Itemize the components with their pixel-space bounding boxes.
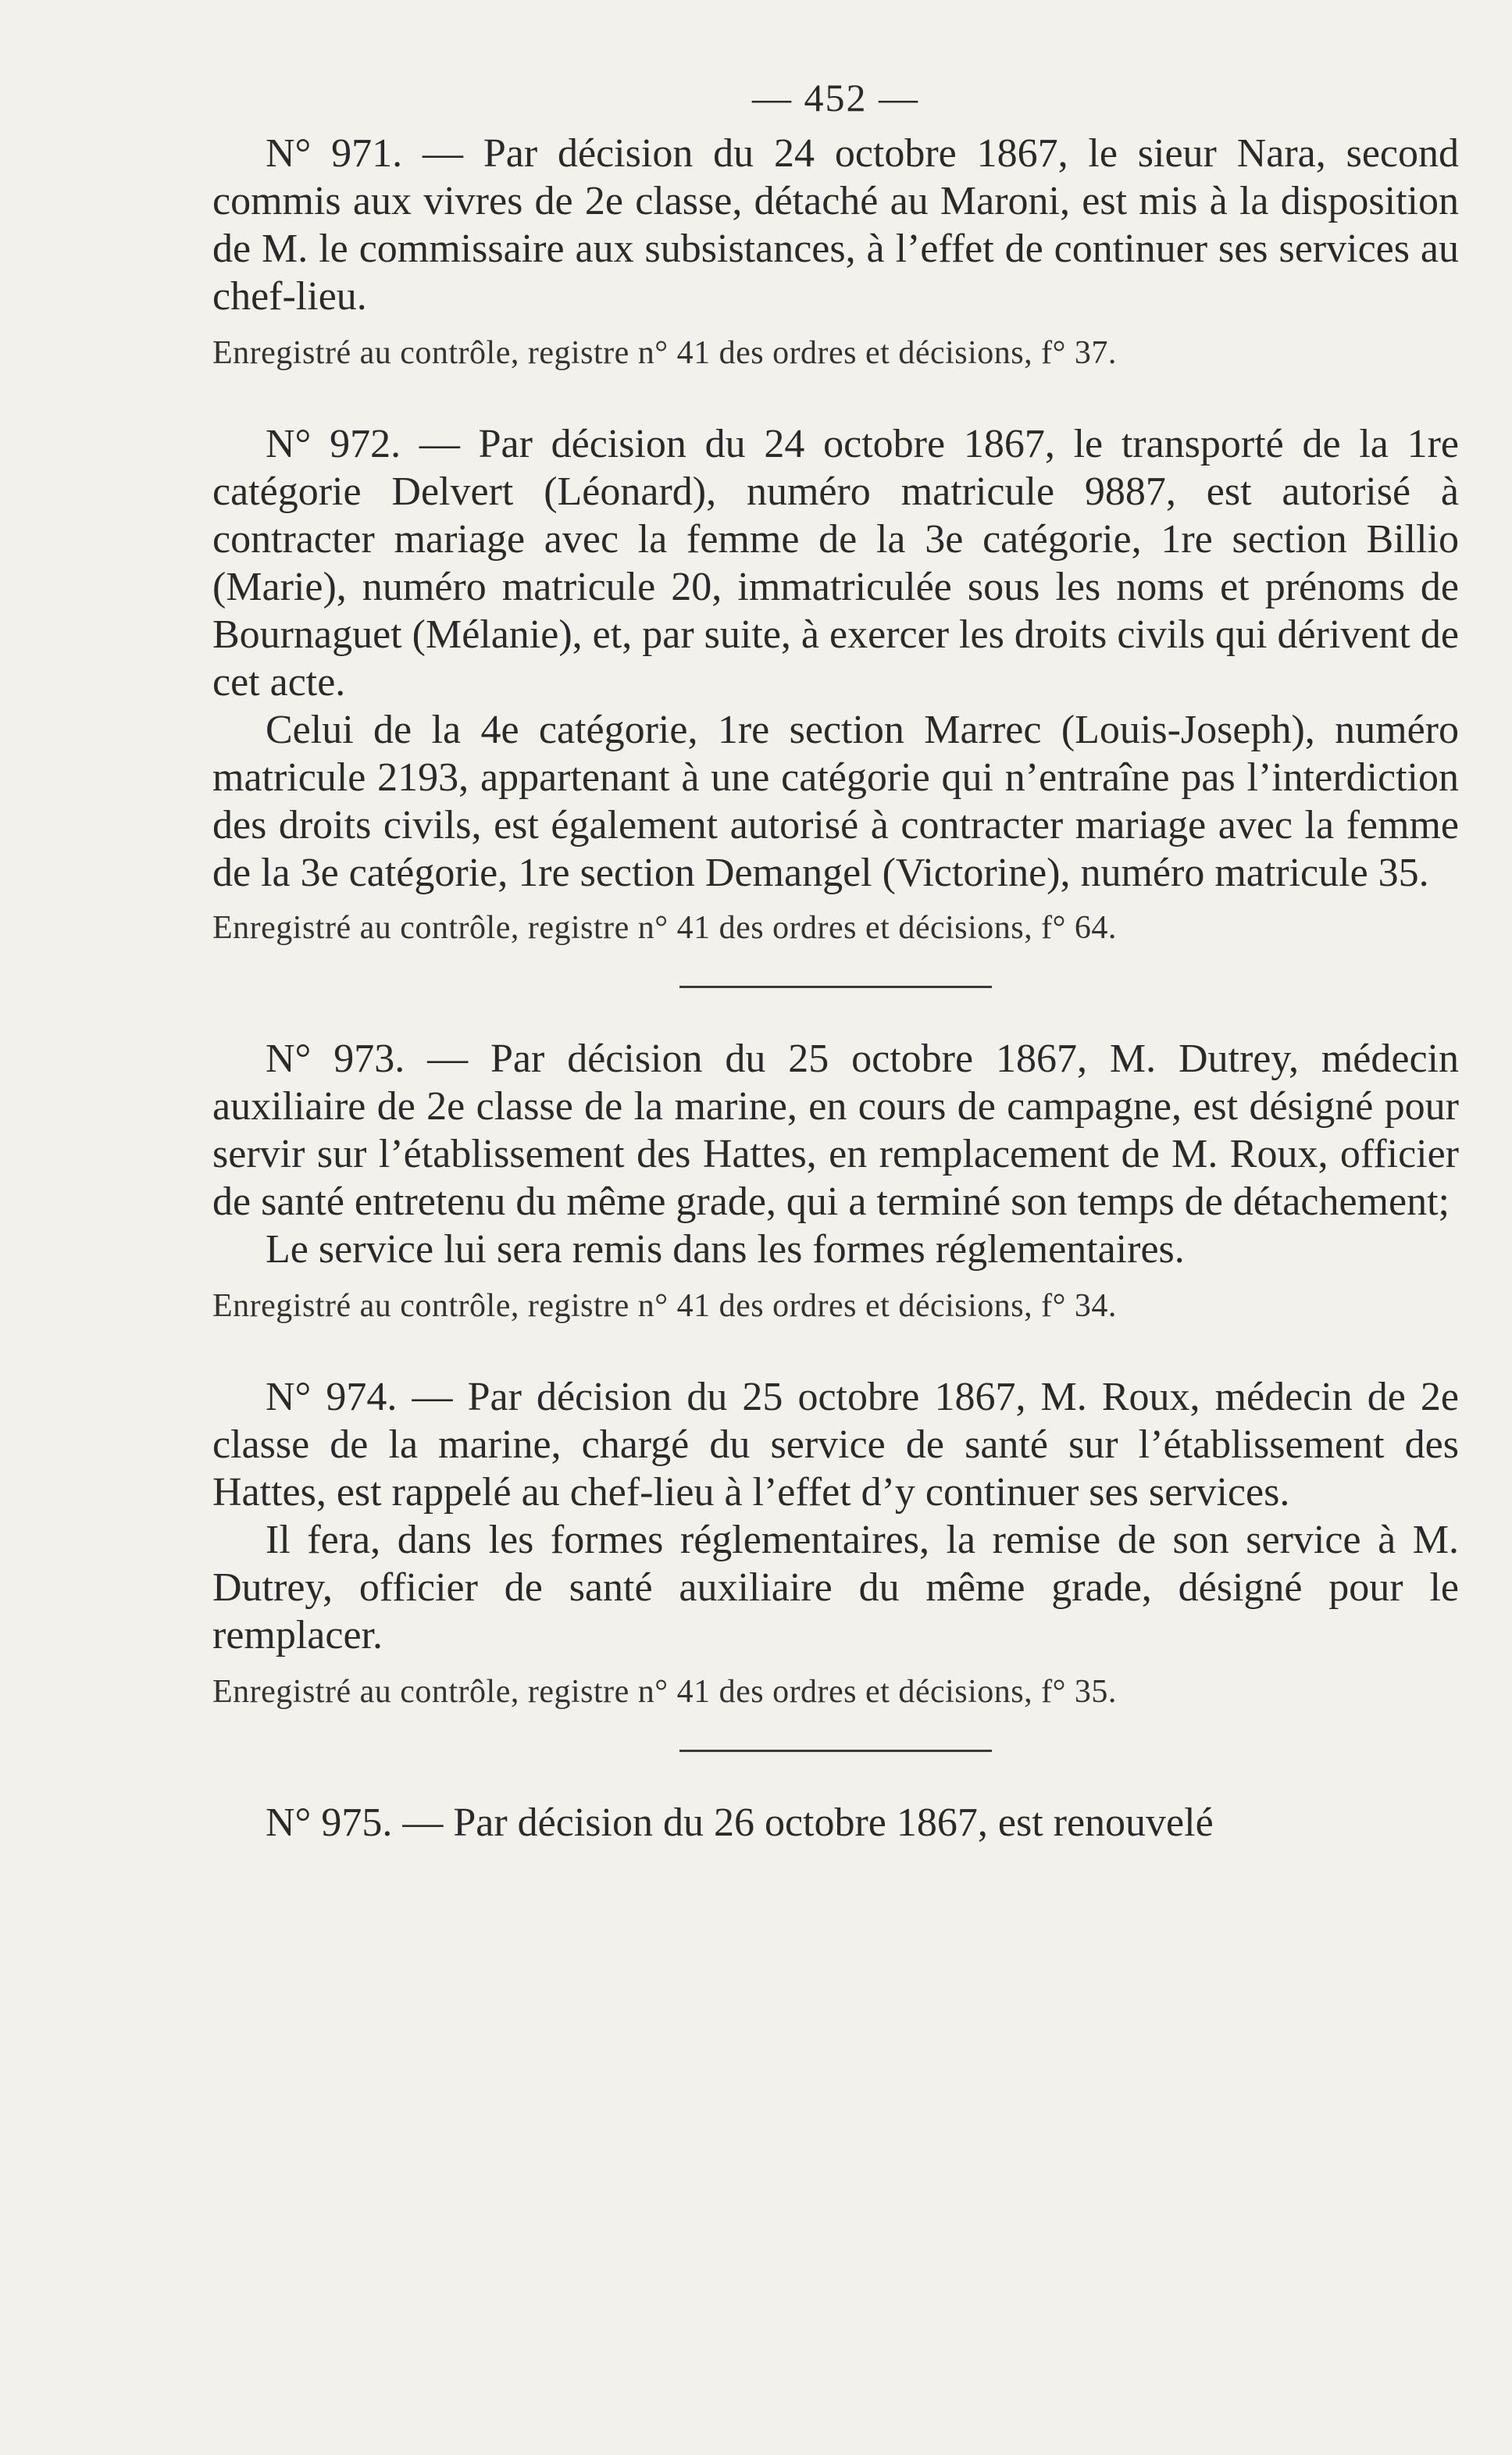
- entry-number: N° 974.: [266, 1375, 398, 1419]
- entry-paragraph: Il fera, dans les formes réglementaires, la remise de son service à M. Dutrey, officier de santé auxiliaire du même grade, désigné pour le remplacer.: [212, 1518, 1459, 1657]
- entry-text: — Par décision du 25 octobre 1867, M. Dutrey, médecin auxiliaire de 2e classe de la marine, en cours de campagne, est désigné pour servir sur l’établissement des Hattes, en remplacement de M. Roux, officier de santé entretenu du même grade, qui a terminé son temps de détachement;: [212, 1037, 1459, 1224]
- entry-text: — Par décision du 24 octobre 1867, le transporté de la 1re catégorie Delvert (Léonard), numéro matricule 9887, est autorisé à contracter mariage avec la femme de la 3e catégorie, 1re section Billio (Marie), numéro matricule 20, immatriculée sous les noms et prénoms de Bournaguet (Mélanie), et, par suite, à exercer les droits civils qui dérivent de cet acte.: [212, 422, 1459, 705]
- entry-paragraph: [212, 130, 1459, 320]
- entry-number: N° 975.: [266, 1800, 393, 1845]
- registration-note: Enregistré au contrôle, registre n° 41 des ordres et décisions, f° 64.: [212, 910, 1117, 946]
- entry-paragraph: [212, 1799, 1459, 1847]
- entry-972: [212, 420, 1459, 951]
- registration-note: Enregistré au contrôle, registre n° 41 des ordres et décisions, f° 34.: [212, 1288, 1117, 1324]
- entry-paragraph: [212, 1373, 1459, 1516]
- page-number: — 452 —: [752, 76, 919, 120]
- entry-975: [212, 1799, 1459, 1847]
- section-divider: [679, 1750, 992, 1752]
- entry-text: — Par décision du 26 octobre 1867, est renouvelé: [402, 1800, 1214, 1845]
- section-divider: [679, 986, 992, 988]
- entry-text: — Par décision du 25 octobre 1867, M. Roux, médecin de 2e classe de la marine, chargé du service de santé sur l’établissement des Hattes, est rappelé au chef-lieu à l’effet d’y continuer ses services.: [212, 1375, 1459, 1515]
- entry-number: N° 971.: [266, 131, 403, 176]
- entry-text: — Par décision du 24 octobre 1867, le sieur Nara, second commis aux vivres de 2e classe, détaché au Maroni, est mis à la disposition de M. le commissaire aux subsistances, à l’effet de continuer ses services au chef-lieu.: [212, 131, 1459, 319]
- entry-974: [212, 1373, 1459, 1715]
- document-page: [212, 75, 1459, 1847]
- entry-paragraph: Celui de la 4e catégorie, 1re section Marrec (Louis-Joseph), numéro matricule 2193, appartenant à une catégorie qui n’entraîne pas l’interdiction des droits civils, est également autorisé à contracter mariage avec la femme de la 3e catégorie, 1re section Demangel (Victorine), numéro matricule 35.: [212, 708, 1459, 895]
- entry-number: N° 973.: [266, 1037, 405, 1081]
- entry-number: N° 972.: [266, 422, 401, 466]
- registration-note: Enregistré au contrôle, registre n° 41 des ordres et décisions, f° 37.: [212, 335, 1117, 371]
- entry-paragraph: Le service lui sera remis dans les formes réglementaires.: [266, 1227, 1185, 1272]
- entry-paragraph: [212, 1035, 1459, 1226]
- entry-paragraph: [212, 420, 1459, 706]
- entry-971: [212, 130, 1459, 376]
- entry-973: [212, 1035, 1459, 1329]
- registration-note: Enregistré au contrôle, registre n° 41 des ordres et décisions, f° 35.: [212, 1674, 1117, 1710]
